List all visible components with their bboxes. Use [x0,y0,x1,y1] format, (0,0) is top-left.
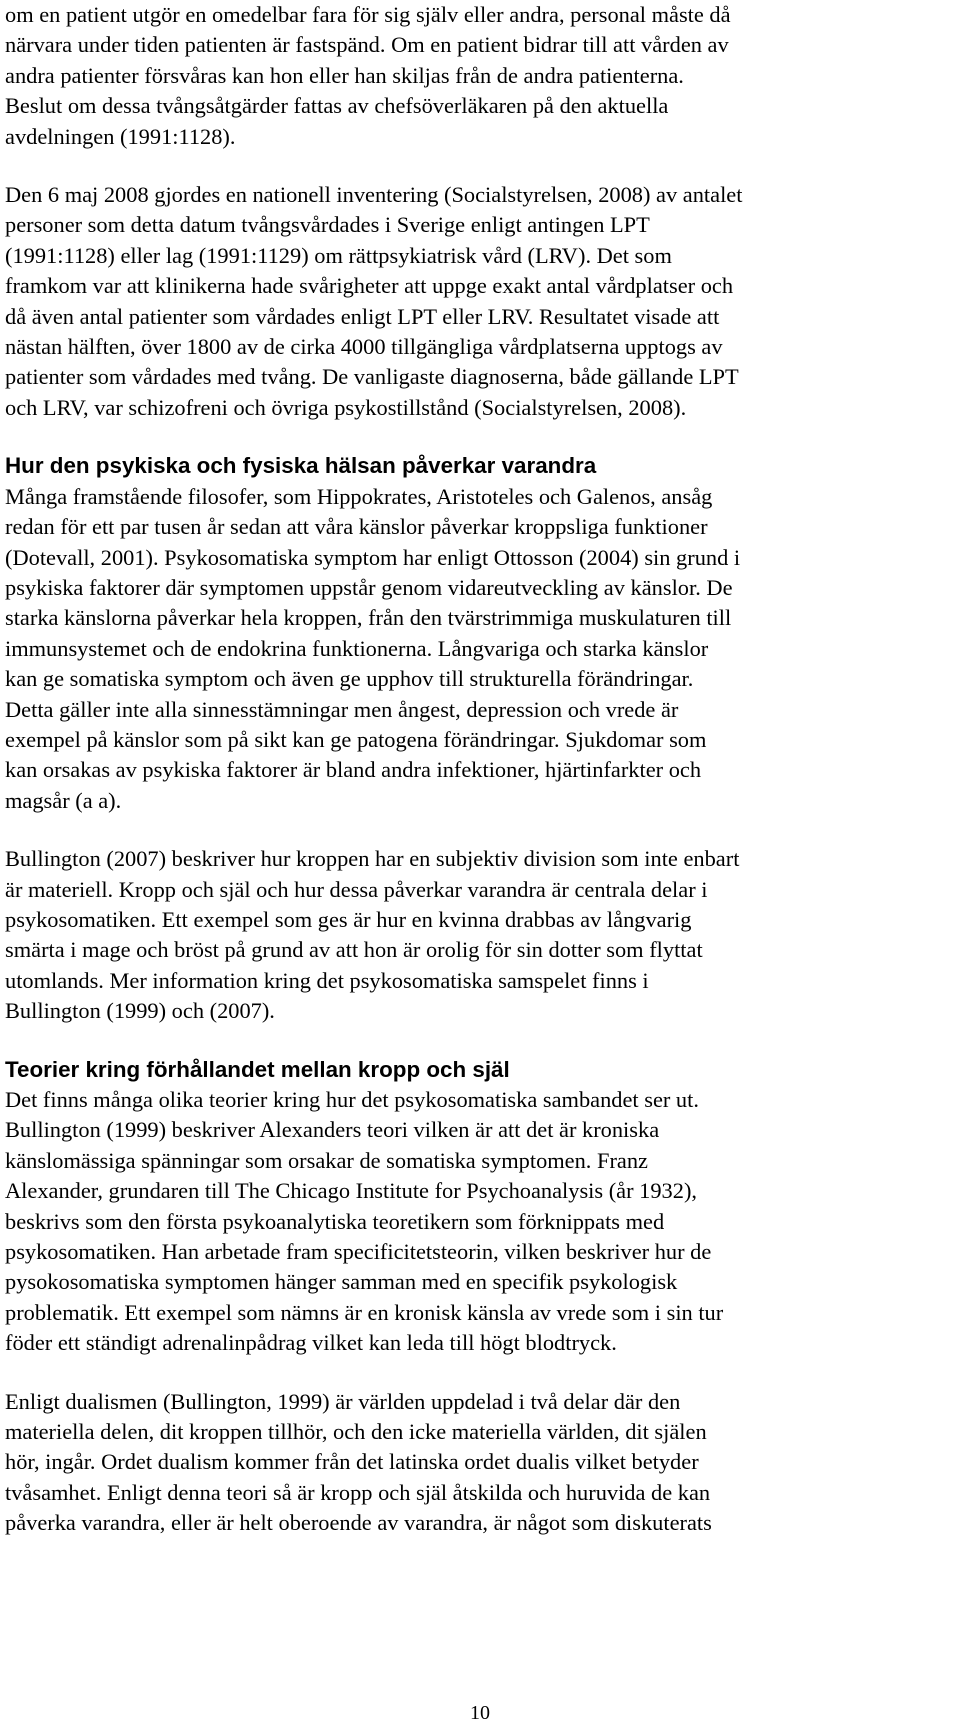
section-heading-psychosomatic-health: Hur den psykiska och fysiska hälsan påverkar varandra [5,453,597,479]
paragraph-forced-restraint: om en patient utgör en omedelbar fara för sig själv eller andra, personal måste då närvara under tiden patienten är fastspänd. Om en patient bidrar till att vården av andra patienter försvåras kan hon eller han skiljas från de andra patienterna. Beslut om dessa tvångsåtgärder fattas av chefsöverläkaren på den aktuella avdelningen (1991:1128). [5,2,731,149]
paragraph-philosophers: Många framstående filosofer, som Hippokrates, Aristoteles och Galenos, ansåg redan för ett par tusen år sedan att våra känslor påverkar kroppsliga funktioner (Dotevall, 2001). Psykosomatiska symptom har enligt Ottosson (2004) sin grund i psykiska faktorer där symptomen uppstår genom vidareutveckling av känslor. De starka känslorna påverkar hela kroppen, från den tvärstrimmiga muskulaturen till immunsystemet och de endokrina funktionerna. Långvariga och starka känslor kan ge somatiska symptom och även ge upphov till strukturella förändringar. Detta gäller inte alla sinnesstämningar men ångest, depression och vrede är exempel på känslor som på sikt kan ge patogena förändringar. Sjukdomar som kan orsakas av psykiska faktorer är bland andra infektioner, hjärtinfarkter och magsår (a a). [5,483,741,813]
paragraph-national-inventory: Den 6 maj 2008 gjordes en nationell inventering (Socialstyrelsen, 2008) av antalet personer som detta datum tvångsvårdades i Sverige enligt antingen LPT (1991:1128) eller lag (1991:1129) om rättpsykiatrisk vård (LRV). Det som framkom var att klinikerna hade svårigheter att uppge exakt antal vårdplatser och då även antal patienter som vårdades enligt LPT eller LRV. Resultatet visade att nästan hälften, över 1800 av de cirka 4000 tillgängliga vårdplatserna upptogs av patienter som vårdades med tvång. De vanligaste diagnoserna, både gällande LPT och LRV, var schizofreni och övriga psykostillstånd (Socialstyrelsen, 2008). [5,182,743,420]
paragraph-dualism: Enligt dualismen (Bullington, 1999) är världen uppdelad i två delar där den materiella delen, dit kroppen tillhör, och den icke materiella världen, dit själen hör, ingår. Ordet dualism kommer från det latinska ordet dualis vilket betyder tvåsamhet. Enligt denna teori så är kropp och själ åtskilda och huruvida de kan påverka varandra, eller är helt oberoende av varandra, är något som diskuterats [5,1388,712,1536]
page-number: 10 [470,1702,490,1724]
paragraph-bullington-2007: Bullington (2007) beskriver hur kroppen har en subjektiv division som inte enbart är materiell. Kropp och själ och hur dessa påverkar varandra är centrala delar i psykosomatiken. Ett exempel som ges är hur en kvinna drabbas av långvarig smärta i mage och bröst på grund av att hon är orolig för sin dotter som flyttat utomlands. Mer information kring det psykosomatiska samspelet finns i Bullington (1999) och (2007). [5,846,740,1024]
paragraph-alexander-theory: Det finns många olika teorier kring hur det psykosomatiska sambandet ser ut. Bullington (1999) beskriver Alexanders teori vilken är att det är kroniska känslomässiga spänningar som orsakar de somatiska symptomen. Franz Alexander, grundaren till The Chicago Institute for Psychoanalysis (år 1932), beskrivs som den första psykoanalytiska teoretikern som förknippats med psykosomatiken. Han arbetade fram specificitetsteorin, vilken beskriver hur de pysokosomatiska symptomen hänger samman med en specifik psykologisk problematik. Ett exempel som nämns är en kronisk känsla av vrede som i sin tur föder ett ständigt adrenalinpådrag vilket kan leda till högt blodtryck. [5,1087,724,1356]
document-body [5,0,910,1539]
section-heading-body-mind-theories: Teorier kring förhållandet mellan kropp och själ [5,1056,510,1082]
